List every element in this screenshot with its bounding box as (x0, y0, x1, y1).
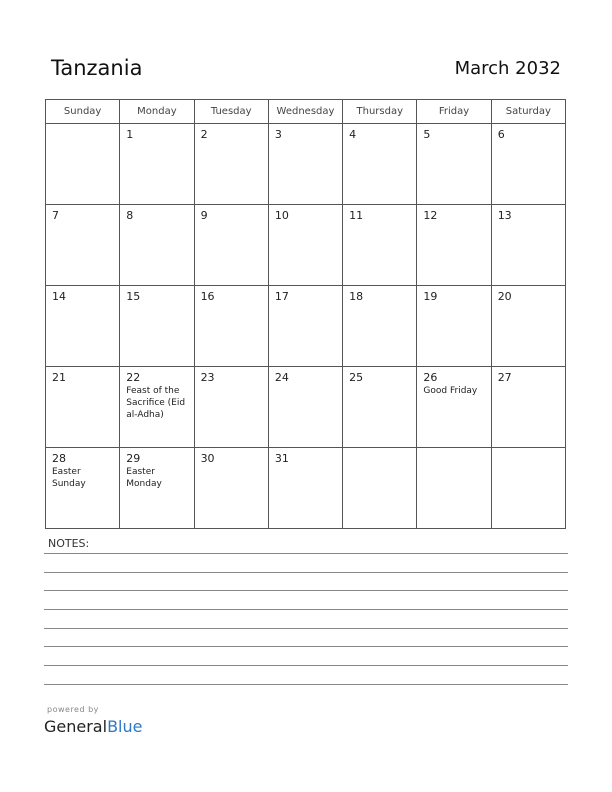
day-cell (268, 286, 342, 367)
day-cell (417, 205, 491, 286)
day-cell (120, 448, 194, 529)
day-cell (491, 205, 565, 286)
day-number: 10 (274, 209, 289, 222)
day-cell (417, 286, 491, 367)
day-number: 23 (200, 371, 215, 384)
day-cell (46, 286, 120, 367)
day-cell (343, 124, 417, 205)
day-number: 18 (349, 290, 364, 303)
brand-logo (44, 717, 142, 736)
day-cell (417, 124, 491, 205)
day-cell (120, 205, 194, 286)
week-row (46, 286, 566, 367)
day-cell (268, 448, 342, 529)
day-cell (343, 205, 417, 286)
day-cell (120, 367, 194, 448)
day-cell (194, 124, 268, 205)
day-cell (46, 124, 120, 205)
day-number: 15 (126, 290, 141, 303)
day-number: 28 (52, 452, 66, 465)
day-number: 12 (423, 209, 438, 222)
brand-general: General (44, 717, 108, 736)
day-number: 31 (274, 452, 289, 465)
calendar-grid (45, 99, 566, 529)
day-cell (417, 367, 491, 448)
day-cell (194, 367, 268, 448)
note-line (44, 665, 568, 666)
weekday-header: Saturday (491, 100, 565, 124)
country-title: Tanzania (51, 56, 143, 80)
day-cell (491, 286, 565, 367)
day-number: 26 (423, 371, 438, 384)
day-number: 5 (423, 128, 431, 141)
day-number: 19 (423, 290, 438, 303)
week-row (46, 367, 566, 448)
day-cell (491, 367, 565, 448)
day-cell (194, 286, 268, 367)
weekday-header: Thursday (343, 100, 417, 124)
weekday-header: Wednesday (268, 100, 342, 124)
day-cell (46, 367, 120, 448)
week-row (46, 448, 566, 529)
week-row (46, 205, 566, 286)
day-number: 29 (126, 452, 141, 465)
day-cell (343, 448, 417, 529)
note-line (44, 553, 568, 554)
day-cell (194, 205, 268, 286)
note-line (44, 684, 568, 685)
day-cell (46, 205, 120, 286)
day-cell (343, 286, 417, 367)
holiday-label: Easter Sunday (52, 467, 86, 489)
day-cell (268, 205, 342, 286)
day-number: 9 (200, 209, 208, 222)
brand-blue: Blue (107, 717, 143, 736)
day-cell (120, 286, 194, 367)
day-cell (343, 367, 417, 448)
day-number: 4 (349, 128, 357, 141)
day-number: 11 (349, 209, 364, 222)
day-number: 6 (497, 128, 505, 141)
day-cell (268, 124, 342, 205)
note-line (44, 609, 568, 610)
day-cell (46, 448, 120, 529)
weekday-header: Monday (120, 100, 194, 124)
weekday-header: Friday (417, 100, 491, 124)
weekday-header: Sunday (46, 100, 120, 124)
day-number: 13 (497, 209, 512, 222)
note-line (44, 646, 568, 647)
day-cell (491, 124, 565, 205)
day-number: 24 (274, 371, 289, 384)
day-number: 17 (274, 290, 289, 303)
day-number: 2 (200, 128, 208, 141)
note-line (44, 572, 568, 573)
day-cell (268, 367, 342, 448)
day-number: 1 (126, 128, 134, 141)
day-number: 14 (52, 290, 66, 303)
holiday-label: Easter Monday (126, 467, 162, 489)
weekday-header-row (46, 100, 566, 124)
day-cell (194, 448, 268, 529)
day-number: 16 (200, 290, 215, 303)
note-line (44, 628, 568, 629)
day-number: 21 (52, 371, 66, 384)
day-cell (417, 448, 491, 529)
notes-label: NOTES: (48, 537, 90, 550)
day-number: 3 (274, 128, 282, 141)
day-number: 22 (126, 371, 141, 384)
holiday-label: Feast of the Sacrifice (Eid al-Adha) (126, 386, 186, 420)
holiday-label: Good Friday (423, 386, 478, 396)
day-number: 25 (349, 371, 364, 384)
note-line (44, 590, 568, 591)
day-number: 30 (200, 452, 215, 465)
day-cell (120, 124, 194, 205)
day-number: 8 (126, 209, 134, 222)
day-number: 20 (497, 290, 512, 303)
day-number: 7 (52, 209, 59, 222)
day-cell (491, 448, 565, 529)
week-row (46, 124, 566, 205)
weekday-header: Tuesday (194, 100, 268, 124)
powered-by-text: powered by (47, 705, 99, 714)
month-year-title: March 2032 (454, 58, 561, 79)
day-number: 27 (497, 371, 512, 384)
